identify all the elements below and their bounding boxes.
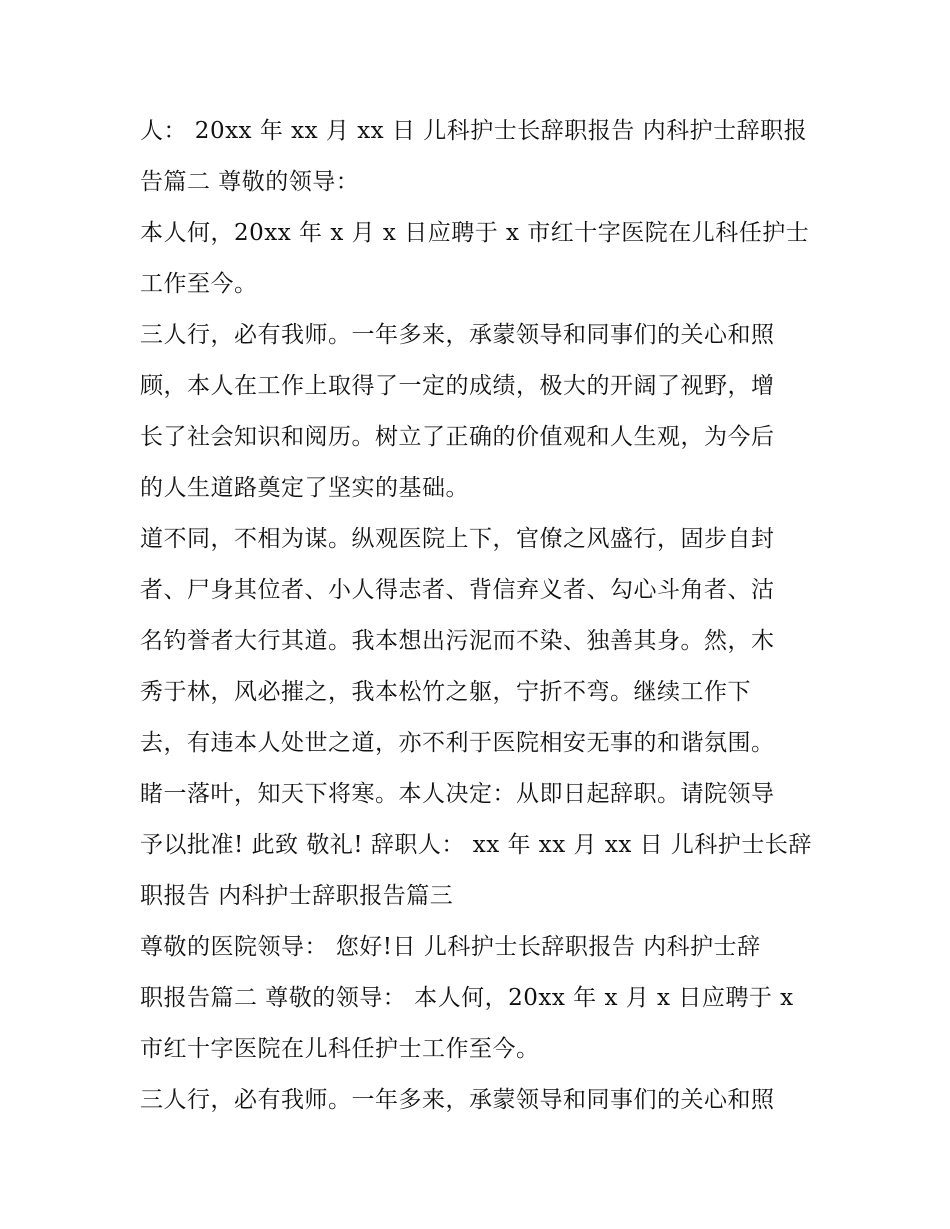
text-line-20: 三人行，必有我师。一年多来，承蒙领导和同事们的关心和照 — [140, 1087, 775, 1113]
text-line-2: 告篇二 尊敬的领导： — [140, 169, 360, 195]
text-line-14: 睹一落叶，知天下将寒。本人决定：从即日起辞职。请院领导 — [140, 781, 775, 807]
text-line-7: 长了社会知识和阅历。树立了正确的价值观和人生观，为今后 — [140, 424, 775, 450]
text-line-19: 市红十字医院在儿科任护士工作至今。 — [140, 1036, 540, 1062]
text-line-13: 去，有违本人处世之道，亦不利于医院相安无事的和谐氛围。 — [140, 730, 775, 756]
text-line-1: 人： 20xx 年 xx 月 xx 日 儿科护士长辞职报告 内科护士辞职报 — [140, 118, 808, 144]
text-line-10: 者、尸身其位者、小人得志者、背信弃义者、勾心斗角者、沽 — [140, 577, 775, 603]
text-line-8: 的人生道路奠定了坚实的基础。 — [140, 475, 469, 501]
text-line-18: 职报告篇二 尊敬的领导： 本人何，20xx 年 x 月 x 日应聘于 x — [140, 985, 794, 1011]
text-line-6: 顾，本人在工作上取得了一定的成绩，极大的开阔了视野，增 — [140, 373, 775, 399]
text-line-12: 秀于林，风必摧之，我本松竹之躯，宁折不弯。继续工作下 — [140, 679, 751, 705]
body-text — [140, 106, 820, 1126]
text-line-11: 名钓誉者大行其道。我本想出污泥而不染、独善其身。然，木 — [140, 628, 775, 654]
text-line-17: 尊敬的医院领导： 您好!日 儿科护士长辞职报告 内科护士辞 — [140, 934, 761, 960]
text-line-16: 职报告 内科护士辞职报告篇三 — [140, 883, 454, 909]
text-line-9: 道不同，不相为谋。纵观医院上下，官僚之风盛行，固步自封 — [140, 526, 775, 552]
text-line-3: 本人何，20xx 年 x 月 x 日应聘于 x 市红十字医院在儿科任护士 — [140, 220, 810, 246]
text-line-4: 工作至今。 — [140, 271, 258, 297]
text-line-5: 三人行，必有我师。一年多来，承蒙领导和同事们的关心和照 — [140, 322, 775, 348]
text-line-15: 予以批准! 此致 敬礼! 辞职人： xx 年 xx 月 xx 日 儿科护士长辞 — [140, 832, 812, 858]
